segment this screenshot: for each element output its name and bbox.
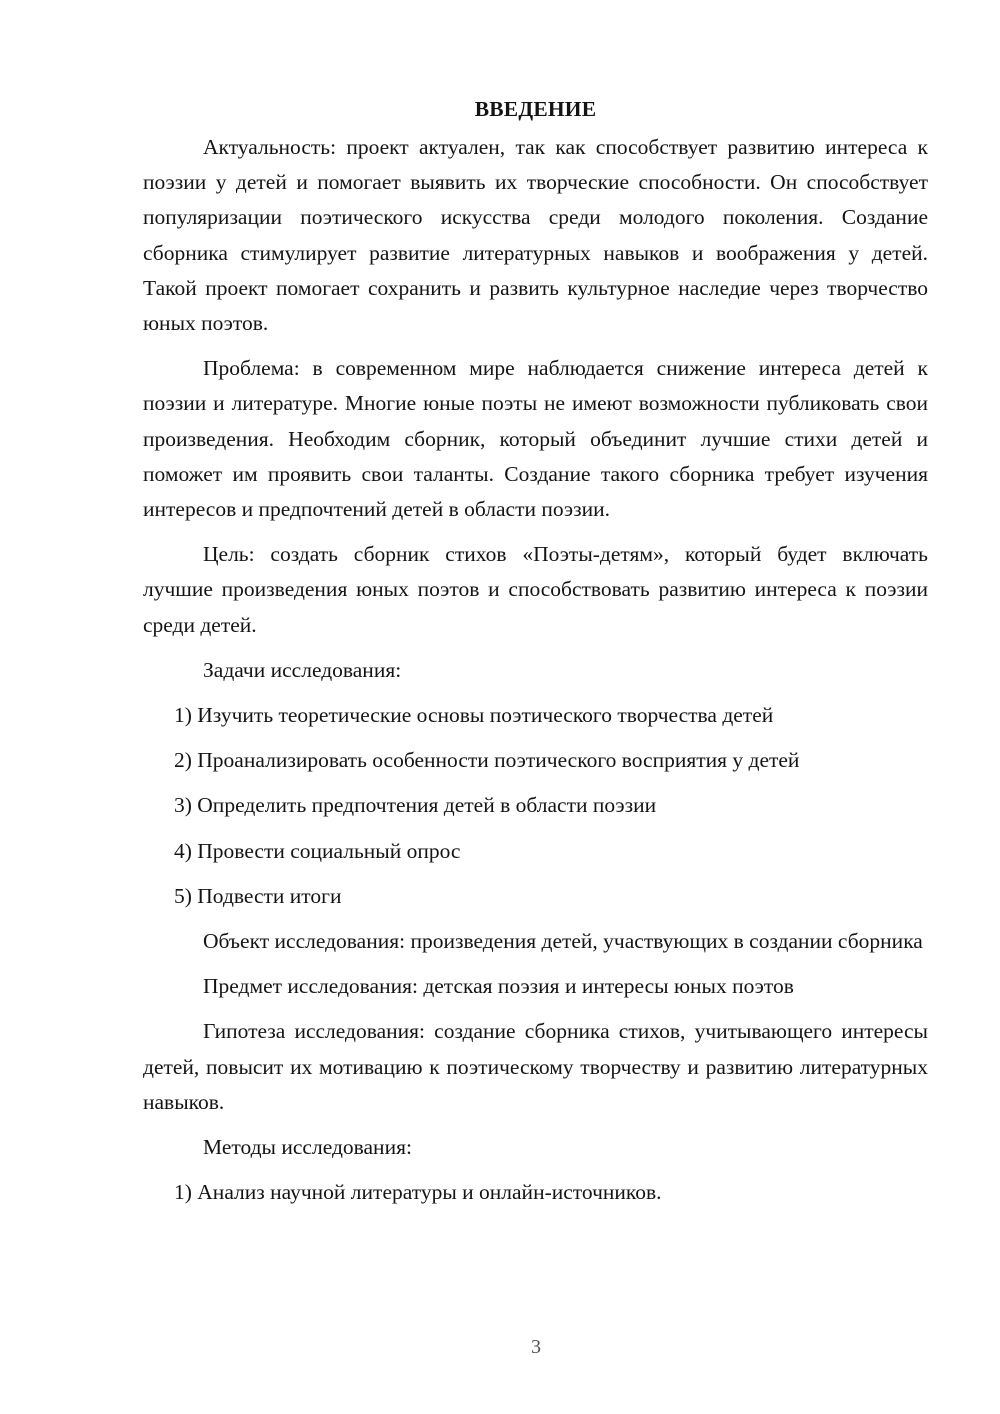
- tasks-heading: Задачи исследования:: [203, 657, 402, 682]
- goal-paragraph: Цель: создать сборник стихов «Поэты-детям», который будет включать лучшие произведения юных поэтов и способствовать развитию интереса к поэзии среди детей.: [143, 542, 928, 637]
- relevance-paragraph: Актуальность: проект актуален, так как способствует развитию интереса к поэзии у детей и помогает выявить их творческие способности. Он способствует популяризации поэтического искусства среди молодого поколения. Создание сборника стимулирует развитие литературных навыков и воображения у детей. Такой проект помогает сохранить и развить культурное наследие через творчество юных поэтов.: [143, 135, 928, 336]
- document-page: [143, 92, 928, 1220]
- task-item: 3) Определить предпочтения детей в области поэзии: [174, 793, 657, 818]
- hypothesis-paragraph: Гипотеза исследования: создание сборника стихов, учитывающего интересы детей, повысит их мотивацию к поэтическому творчеству и развитию литературных навыков.: [143, 1019, 928, 1114]
- methods-heading: Методы исследования:: [203, 1135, 412, 1160]
- method-item: 1) Анализ научной литературы и онлайн-источников.: [174, 1180, 662, 1205]
- section-title: ВВЕДЕНИЕ: [474, 97, 597, 121]
- page-number: 3: [531, 1336, 541, 1358]
- object-paragraph: Объект исследования: произведения детей, участвующих в создании сборника: [203, 929, 923, 954]
- task-item: 1) Изучить теоретические основы поэтического творчества детей: [174, 703, 774, 728]
- subject-paragraph: Предмет исследования: детская поэзия и интересы юных поэтов: [203, 974, 794, 999]
- task-item: 5) Подвести итоги: [174, 883, 342, 908]
- task-item: 2) Проанализировать особенности поэтического восприятия у детей: [174, 748, 800, 773]
- task-item: 4) Провести социальный опрос: [174, 838, 461, 863]
- problem-paragraph: Проблема: в современном мире наблюдается снижение интереса детей к поэзии и литературе. Многие юные поэты не имеют возможности публиковать свои произведения. Необходим сборник, который объединит лучшие стихи детей и поможет им проявить свои таланты. Создание такого сборника требует изучения интересов и предпочтений детей в области поэзии.: [143, 356, 928, 522]
